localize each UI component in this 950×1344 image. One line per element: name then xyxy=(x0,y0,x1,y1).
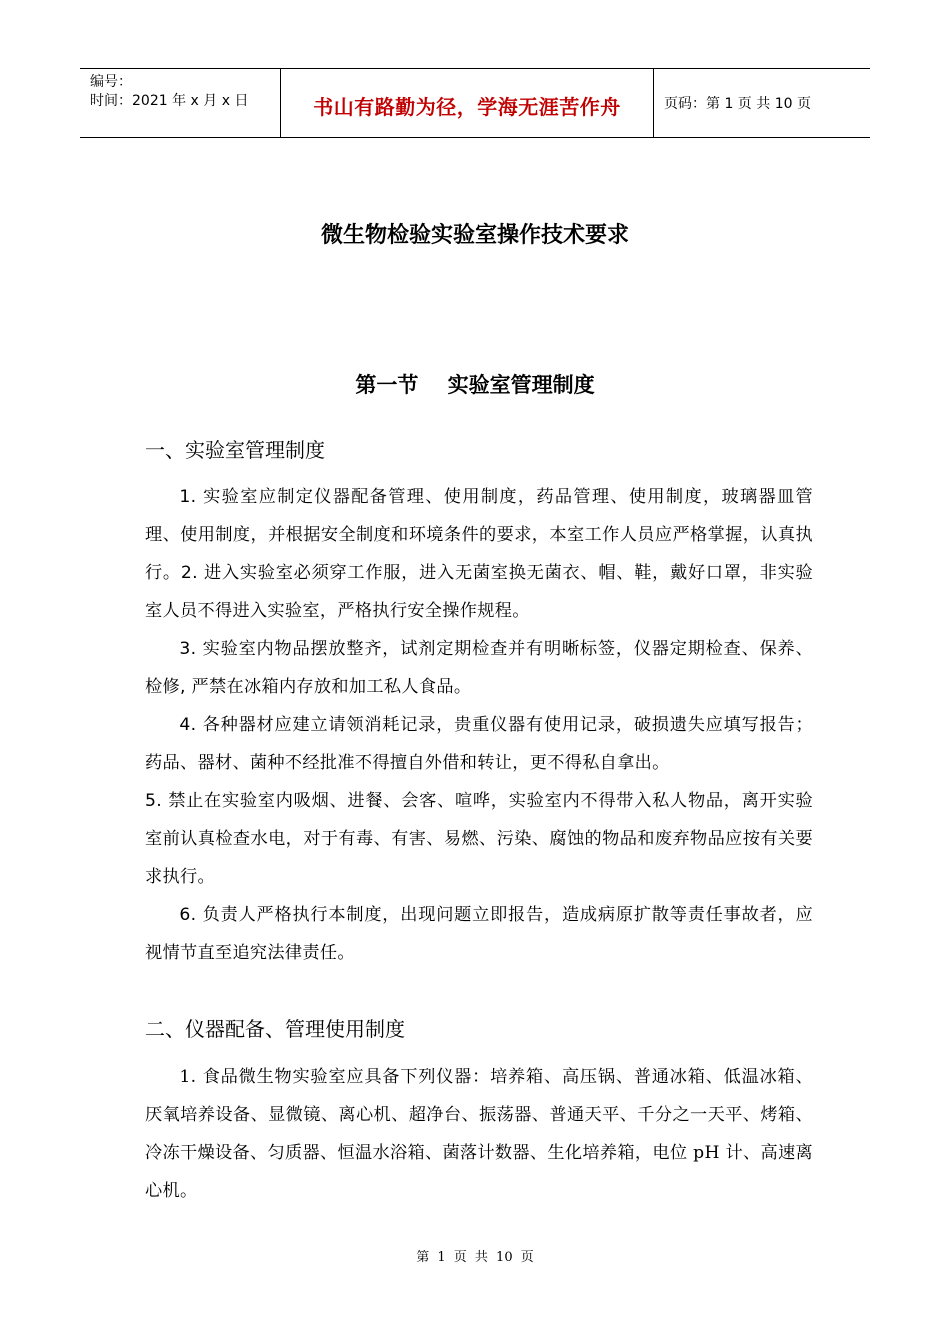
header-page-cell xyxy=(654,69,870,137)
header-info-cell xyxy=(80,69,281,137)
header-motto-cell xyxy=(281,69,654,137)
part1-paragraph-3: 3. 实验室内物品摆放整齐，试剂定期检查并有明晰标签，仪器定期检查、保养、检修, 严禁在冰箱内存放和加工私人食品。 xyxy=(145,639,813,697)
part1-paragraph-4: 4. 各种器材应建立请领消耗记录，贵重仪器有使用记录，破损遗失应填写报告；药品、器材、菌种不经批准不得擅自外借和转让，更不得私自拿出。 xyxy=(145,715,813,773)
document-title: 微生物检验实验室操作技术要求 xyxy=(320,223,629,248)
header-table xyxy=(80,68,870,138)
part2-heading: 二、仪器配备、管理使用制度 xyxy=(145,1017,405,1041)
document-date-label: 时间：2021 年 x 月 x 日 xyxy=(90,93,249,109)
page-footer: 第 1 页 共 10 页 xyxy=(416,1250,534,1265)
section-title: 第一节 实验室管理制度 xyxy=(355,373,595,397)
part2-body xyxy=(145,1058,813,1210)
header-page-code: 页码：第 1 页 共 10 页 xyxy=(664,96,811,112)
header-motto: 书山有路勤为径，学海无涯苦作舟 xyxy=(313,95,621,119)
document-number-label: 编号： xyxy=(90,74,132,90)
part1-paragraph-1: 1. 实验室应制定仪器配备管理、使用制度，药品管理、使用制度，玻璃器皿管理、使用制度，并根据安全制度和环境条件的要求，本室工作人员应严格掌握，认真执行。2. 进入实验室必须穿工作服，进入无菌室换无菌衣、帽、鞋，戴好口罩，非实验室人员不得进入实验室，严格执行安全操作规程。 xyxy=(145,487,813,621)
part1-heading: 一、实验室管理制度 xyxy=(145,438,325,462)
part1-paragraph-5: 5. 禁止在实验室内吸烟、进餐、会客、喧哗，实验室内不得带入私人物品，离开实验室前认真检查水电，对于有毒、有害、易燃、污染、腐蚀的物品和废弃物品应按有关要求执行。 xyxy=(145,791,813,887)
part1-paragraph-6: 6. 负责人严格执行本制度，出现问题立即报告，造成病原扩散等责任事故者，应视情节直至追究法律责任。 xyxy=(145,905,813,963)
part1-body xyxy=(145,478,813,972)
part2-paragraph-1: 1. 食品微生物实验室应具备下列仪器：培养箱、高压锅、普通冰箱、低温冰箱、厌氧培养设备、显微镜、离心机、超净台、振荡器、普通天平、千分之一天平、烤箱、冷冻干燥设备、匀质器、恒温水浴箱、菌落计数器、生化培养箱，电位 pH 计、高速离心机。 xyxy=(145,1067,813,1201)
